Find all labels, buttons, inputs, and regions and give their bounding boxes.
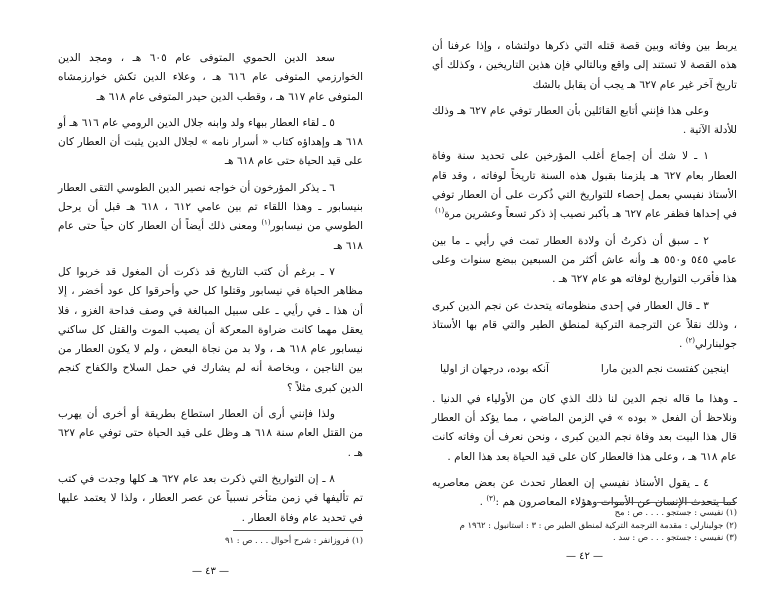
- paragraph-text: ٥ ـ لقاء العطار ببهاء ولد وابنه جلال الدين الرومي عام ٦١٦ هـ أو ٦١٨ هـ وإهداؤه كتاب « أسرار نامه » لجلال الدين يثبت أن العطار كان على قيد الحياة حتى عام ٦١٨ هـ: [58, 116, 363, 168]
- paragraph-text: ـ وهذا ما قاله نجم الدين لنا ذلك الذي كان من الأولياء في الدنيا . ونلاحظ أن الفعل « بوده » في الزمن الماضي ، مما يؤكد أن العطار قال هذا البيت بعد وفاة نجم الدين كبرى ، ونحن نعرف أن وفاته كانت عام ٦١٨ هـ ، وعلى هذا فالعطار كان على قيد الحياة بعد هذا العام .: [432, 392, 737, 463]
- verse-hemistich-1: اينجين كفتست نجم الدين مارا: [600, 363, 729, 376]
- paragraph-text: ٢ ـ سبق أن ذكرتُ أن ولادة العطار تمت في رأيي ـ ما بين عامي ٥٤٥ و٥٥٠ هـ وأنه عاش أكثر من السبعين ببضع سنوات وعلى هذا فأقرب التواريخ لوفاته هو عام ٦٢٧ هـ .: [432, 234, 737, 286]
- page-number: — ٤٢ —: [565, 551, 604, 562]
- footnote-marker[interactable]: (٣): [486, 494, 496, 503]
- page-42-footnotes: [432, 502, 737, 544]
- paragraph-text: يربط بين وفاته وبين قصة قتله التي ذكرها دولتشاه ، وإذا عرفنا أن هذه القصة لا تستند إلى واقع وبالتالي فإن هذين التاريخين ، وكذلك أي تاريخ آخر غير عام ٦٢٧ هـ يجب أن يقابل بالشك: [432, 40, 737, 91]
- paragraph-intro-evidence: [432, 102, 737, 141]
- page-number: — ٤٣ —: [191, 566, 230, 577]
- page-42: [432, 0, 737, 599]
- paragraph-verse-commentary: [432, 390, 737, 467]
- paragraph-text: ١ ـ لا شك أن إجماع أغلب المؤرخين على تحديد سنة وفاة العطار بعام ٦٢٧ هـ يلزمنا بقبول هذه السنة تاريخاً لوفاته ، وقد قام الأستاذ نفيسي بعمل إحصاء للتواريخ التي ذُكرت على أن العطار توفي في إحداها فظفر عام ٦٢٧ هـ بأكبر نصيب إذ ذكر تسعاً وعشرين مرة: [432, 150, 737, 221]
- paragraph-conclusion: [58, 405, 363, 463]
- paragraph-evidence-3: [432, 297, 737, 355]
- paragraph-text: ٨ ـ إن التواريخ التي ذكرت بعد عام ٦٢٧ هـ كلها وجدت في كتب تم تأليفها في زمن متأخر نسبياً عن عصر العطار ، ولذا لا يعتمد عليها في تحديد عام وفاة العطار .: [58, 472, 363, 524]
- paragraph-text: ولذا فإنني أرى أن العطار استطاع بطريقة أو أخرى أن يهرب من القتل العام سنة ٦١٨ هـ وظل على قيد الحياة حتى توفي عام ٦٢٧ هـ .: [58, 408, 364, 459]
- verse-hemistich-2: آنكه بوده، درجهان از اوليا: [440, 363, 549, 376]
- paragraph-text: وعلى هذا فإنني أتابع القائلين بأن العطار توفي عام ٦٢٧ هـ وذلك للأدلة الآتية .: [432, 104, 737, 137]
- page-43-body: [58, 49, 363, 535]
- persian-verse: [440, 360, 729, 379]
- footnote-divider: [233, 530, 363, 531]
- paragraph-text: ٧ ـ برغم أن كتب التاريخ قد ذكرت أن المغول قد خربوا كل مظاهر الحياة في نيسابور وقتلوا كل حي وأحرقوا كل عود أخضر ، إلا أن هذا ـ في رأيي ـ على سبيل المبالغة في وصف فداحة الغزو ، فلا يعقل مهما كانت ضراوة المعركة أن يصيب الموت والقتل كل ساكني نيسابور عام ٦١٨ هـ ، ولا بد من نجاة البعض ، ولم لا يكون العطار من بين الناجين ، وبخاصة أنه لم يشارك في حمل السلاح والكفاح كنجم الدين كبرى مثلاً ؟: [58, 265, 363, 394]
- footnote-1: (١) نفيسي : جستجو . . . . ص : مح: [614, 507, 737, 517]
- paragraph-continuation: [432, 37, 737, 95]
- period: .: [479, 496, 487, 509]
- paragraph-evidence-7: [58, 263, 363, 398]
- period: .: [678, 338, 686, 351]
- page-42-body: [432, 37, 737, 520]
- footnote-3: (٣) نفيسي : جستجو . . . ص : سد .: [613, 532, 737, 542]
- footnote-1: (١) فروزانفر : شرح أحوال . . . ص : ٩١: [225, 535, 363, 545]
- paragraph-text: ٦ ـ يذكر المؤرخون أن خواجه نصير الدين الطوسي التقى العطار بنيسابور ـ وهذا اللقاء تم بين عامي ٦١٢ ، ٦١٨ هـ قبل أن يرحل الطوسي من نيسابور: [58, 181, 364, 233]
- paragraph-text: ٣ ـ قال العطار في إحدى منظوماته يتحدث عن نجم الدين كبرى ، وذلك نقلاً عن الترجمة التركية لمنطق الطير والتي قام بها الأستاذ جولبنارلي: [432, 299, 737, 351]
- paragraph-evidence-6: [58, 179, 363, 256]
- footnote-marker[interactable]: (١): [261, 218, 271, 227]
- paragraph-text: ٤ ـ يقول الأستاذ نفيسي إن العطار تحدث عن بعض معاصريه كما يتحدث الإنسان عن الأموات وهؤلاء المعاصرون هم :: [432, 476, 737, 509]
- page-43-footnotes: [58, 530, 363, 547]
- footnote-2: (٢) جولبنارلي : مقدمة الترجمة التركية لمنطق الطير ص : ٣ : استانبول : ١٩٦٢ م: [459, 519, 737, 530]
- paragraph-evidence-2: [432, 232, 737, 290]
- paragraph-evidence-1: [432, 147, 737, 224]
- footnote-marker[interactable]: (٢): [685, 336, 695, 345]
- paragraph-text: سعد الدين الحموي المتوفى عام ٦٠٥ هـ ، ومجد الدين الخوارزمي المتوفى عام ٦١٦ هـ ، وعلاء الدين تكش خوارزمشاه المتوفى عام ٦١٧ هـ ، وقطب الدين حيدر المتوفى عام ٦١٨ هـ: [58, 52, 364, 103]
- footnote-divider: [597, 502, 737, 503]
- page-43: [58, 0, 363, 599]
- paragraph-evidence-8: [58, 470, 363, 528]
- paragraph-contemporaries-list: [58, 49, 363, 107]
- paragraph-evidence-5: [58, 114, 363, 172]
- footnote-marker[interactable]: (١): [434, 206, 445, 215]
- paragraph-text: ومعنى ذلك أيضاً أن العطار كان حياً حتى عام ٦١٨ هـ: [58, 220, 363, 252]
